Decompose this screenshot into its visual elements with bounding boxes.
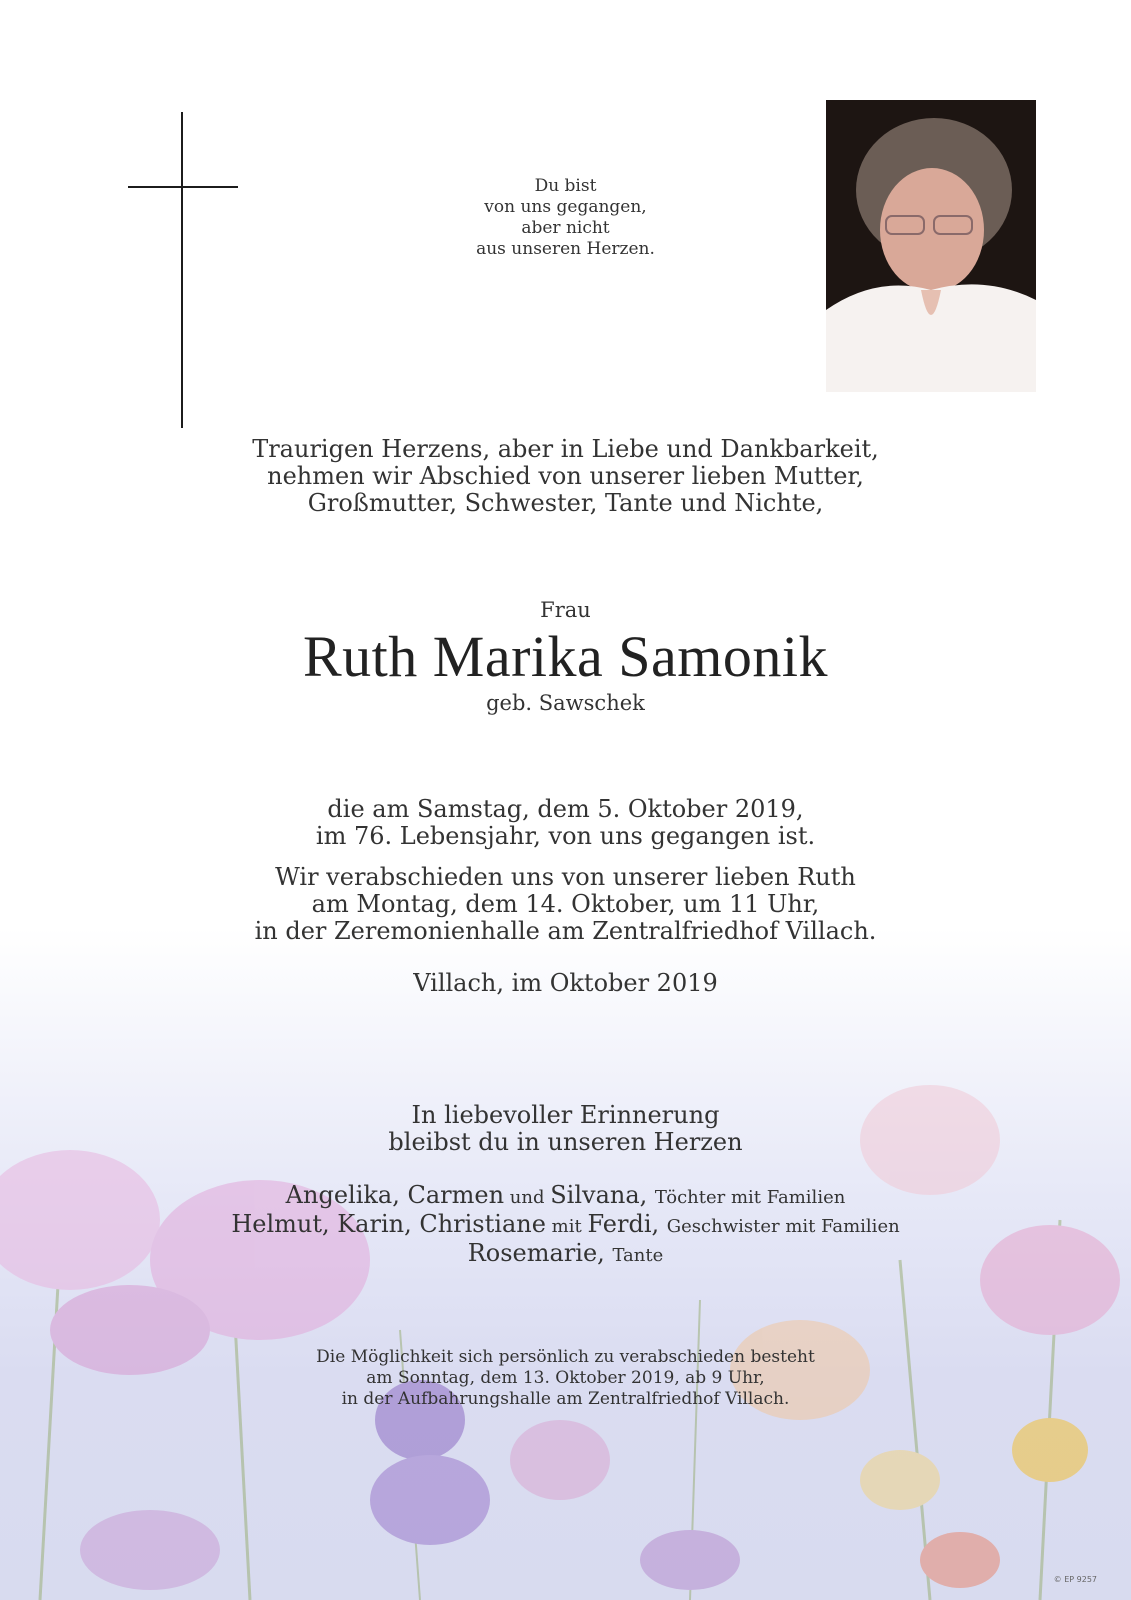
- death-notice: [0, 796, 1131, 850]
- farewell-line: in der Zeremonienhalle am Zentralfriedhof Villach.: [254, 917, 877, 945]
- viewing-notice: [0, 1347, 1131, 1410]
- motto-line: aber nicht: [521, 218, 610, 238]
- mourner-names: Rosemarie,: [467, 1239, 605, 1267]
- intro-line: Großmutter, Schwester, Tante und Nichte,: [307, 489, 824, 517]
- viewing-line: am Sonntag, dem 13. Oktober 2019, ab 9 Uhr,: [366, 1368, 765, 1388]
- viewing-line: Die Möglichkeit sich persönlich zu verabschieden besteht: [316, 1347, 815, 1367]
- mourner-names: Angelika, Carmen: [285, 1181, 505, 1209]
- mourner-names: Ferdi,: [587, 1210, 660, 1238]
- mourner-line: [0, 1240, 1131, 1269]
- place-date: Villach, im Oktober 2019: [413, 969, 718, 997]
- mourner-connector: mit: [545, 1216, 588, 1237]
- memory-line: In liebevoller Erinnerung: [411, 1101, 720, 1129]
- mourner-line: [0, 1182, 1131, 1211]
- cross-icon: [181, 112, 183, 428]
- motto-line: aus unseren Herzen.: [476, 239, 655, 259]
- intro-text: [0, 436, 1131, 517]
- intro-line: Traurigen Herzens, aber in Liebe und Dankbarkeit,: [252, 435, 879, 463]
- death-line: im 76. Lebensjahr, von uns gegangen ist.: [315, 822, 816, 850]
- memory-text: [0, 1102, 1131, 1156]
- mourner-names: Silvana,: [550, 1181, 648, 1209]
- motto-line: Du bist: [534, 176, 597, 196]
- birth-name: geb. Sawschek: [486, 691, 645, 715]
- salutation: Frau: [540, 598, 591, 622]
- mourner-relation: Töchter mit Familien: [654, 1187, 846, 1208]
- mourners-list: [0, 1182, 1131, 1269]
- intro-line: nehmen wir Abschied von unserer lieben Mutter,: [267, 462, 864, 490]
- viewing-line: in der Aufbahrungshalle am Zentralfriedhof Villach.: [341, 1389, 790, 1409]
- farewell-notice: [0, 864, 1131, 945]
- motto-line: von uns gegangen,: [484, 197, 647, 217]
- farewell-line: Wir verabschieden uns von unserer lieben Ruth: [275, 863, 856, 891]
- death-line: die am Samstag, dem 5. Oktober 2019,: [327, 795, 804, 823]
- memory-line: bleibst du in unseren Herzen: [388, 1128, 743, 1156]
- mourner-connector: und: [504, 1187, 551, 1208]
- motto-text: [0, 176, 1131, 260]
- flower-meadow-background: [0, 1000, 1131, 1600]
- mourner-relation: Geschwister mit Familien: [666, 1216, 900, 1237]
- mourner-line: [0, 1211, 1131, 1240]
- farewell-line: am Montag, dem 14. Oktober, um 11 Uhr,: [311, 890, 820, 918]
- print-code: © EP 9257: [1053, 1575, 1097, 1584]
- deceased-name: Ruth Marika Samonik: [302, 624, 828, 689]
- mourner-names: Helmut, Karin, Christiane: [231, 1210, 546, 1238]
- mourner-relation: Tante: [612, 1245, 664, 1266]
